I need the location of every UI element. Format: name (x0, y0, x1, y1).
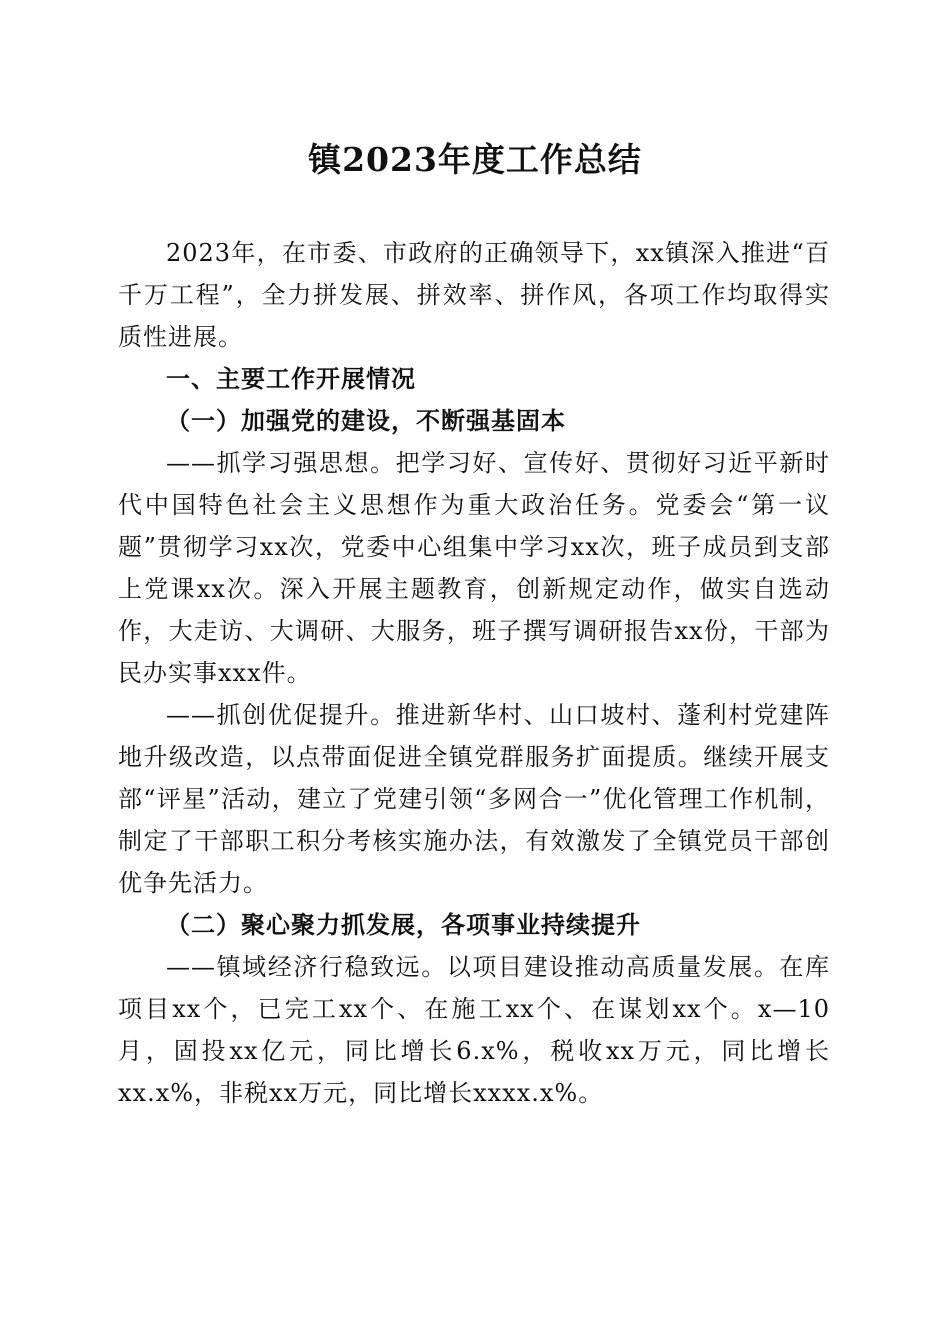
subsection-heading-development: （二）聚心聚力抓发展，各项事业持续提升 (166, 910, 641, 939)
paragraph-excellence-improvement: ——抓创优促提升。推进新华村、山口坡村、蓬利村党建阵地升级改造，以点带面促进全镇党群服务扩面提质。继续开展支部“评星”活动，建立了党建引领“多网合一”优化管理工作机制，制定了干部职工积分考核实施办法，有效激发了全镇党员干部创优争先活力。 (118, 701, 830, 897)
intro-paragraph: 2023年，在市委、市政府的正确领导下，xx镇深入推进“百千万工程”，全力拼发展、拼效率、拼作风，各项工作均取得实质性进展。 (118, 239, 830, 351)
document-body (118, 232, 830, 1114)
subsection-heading-party-building: （一）加强党的建设，不断强基固本 (166, 406, 566, 435)
section-heading-main-work: 一、主要工作开展情况 (166, 365, 416, 393)
paragraph-town-economy: ——镇域经济行稳致远。以项目建设推动高质量发展。在库项目xx个，已完工xx个、在施工xx个、在谋划xx个。x—10月，固投xx亿元，同比增长6.x%，税收xx万元，同比增长xx.x%，非税xx万元，同比增长xxxx.x%。 (118, 953, 830, 1107)
document-title: 镇2023年度工作总结 (308, 140, 642, 179)
paragraph-study-thought: ——抓学习强思想。把学习好、宣传好、贯彻好习近平新时代中国特色社会主义思想作为重大政治任务。党委会“第一议题”贯彻学习xx次，党委中心组集中学习xx次，班子成员到支部上党课xx次。深入开展主题教育，创新规定动作，做实自选动作，大走访、大调研、大服务，班子撰写调研报告xx份，干部为民办实事xxx件。 (118, 449, 830, 687)
